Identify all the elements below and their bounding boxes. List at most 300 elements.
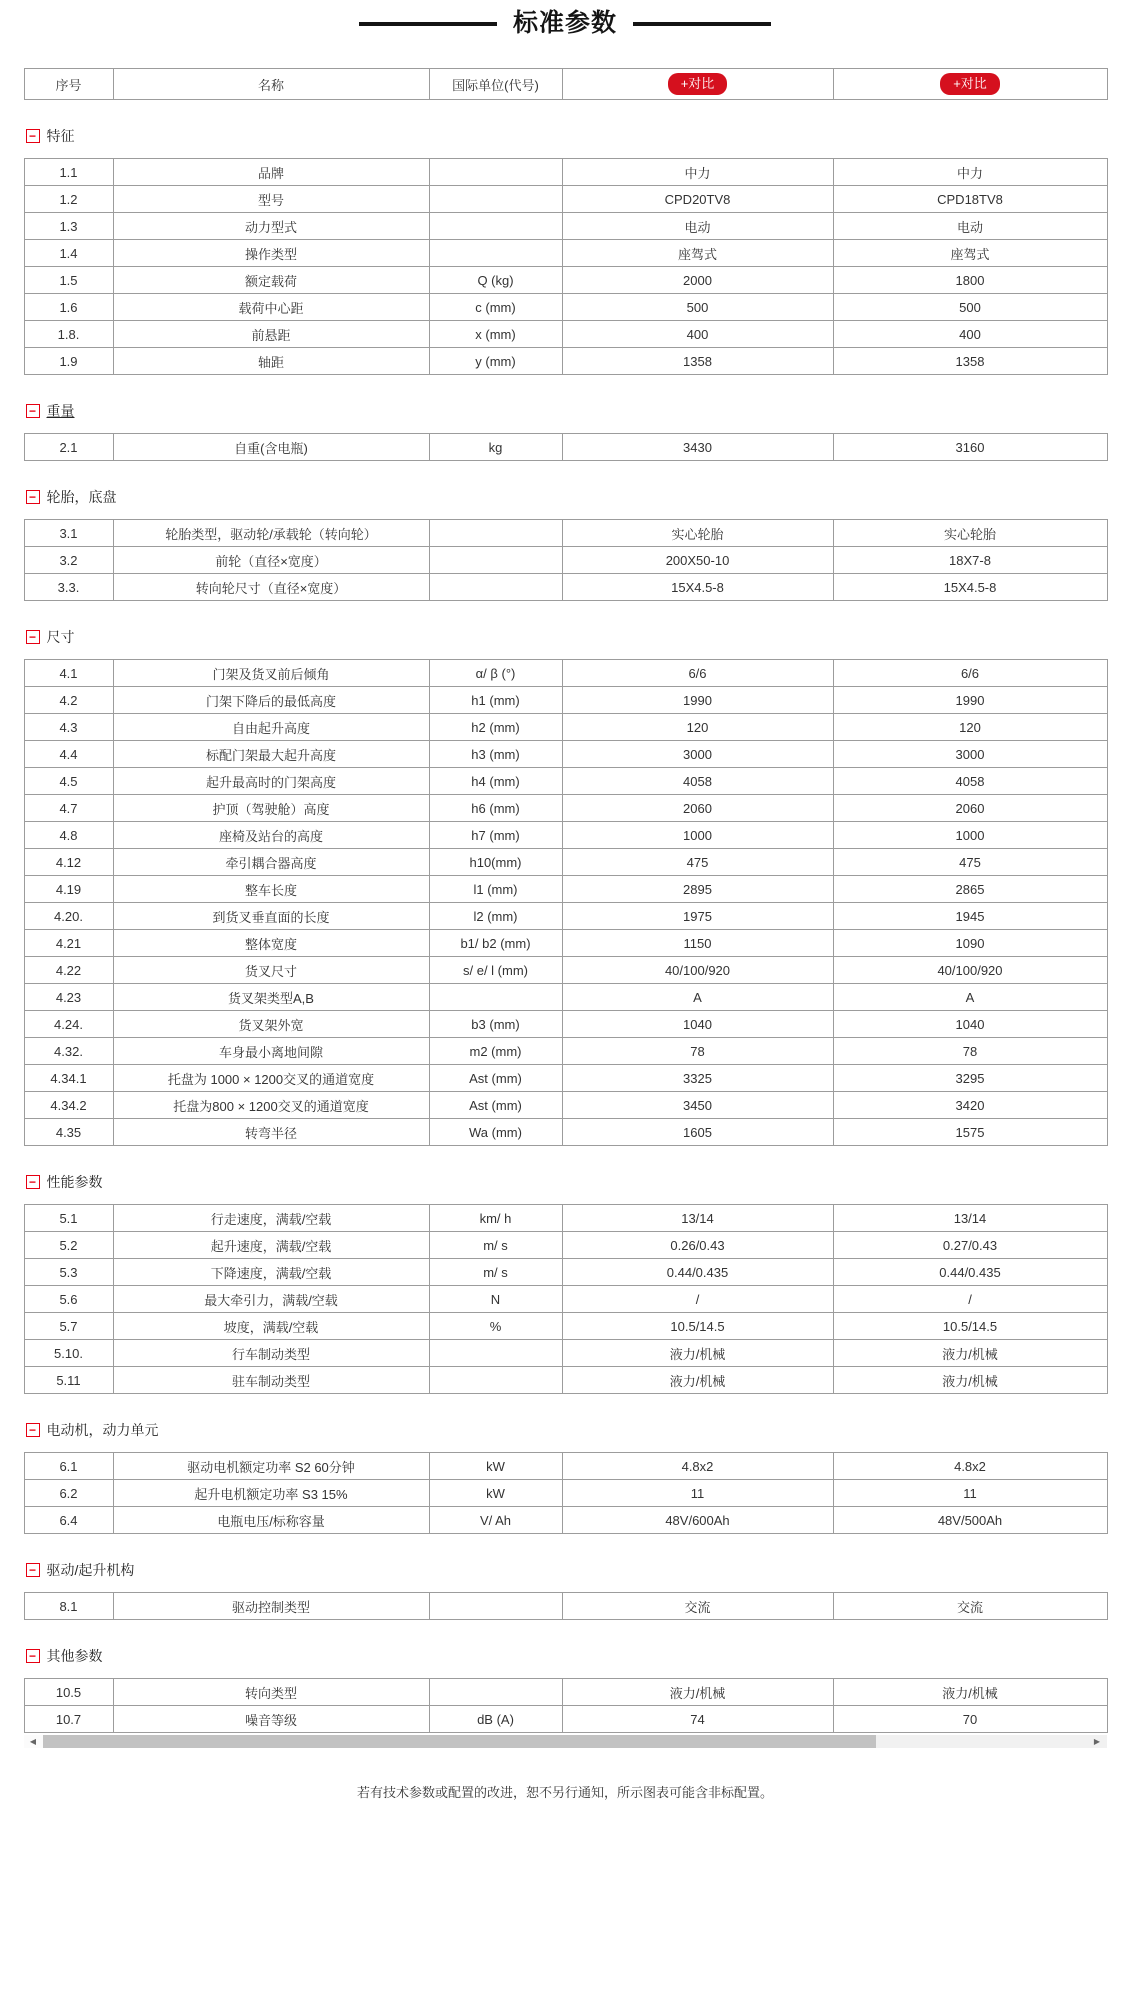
cell-name: 驱动控制类型 <box>113 1593 429 1620</box>
cell-name: 额定载荷 <box>113 267 429 294</box>
cell-value-2: 4058 <box>833 768 1107 795</box>
cell-name: 门架下降后的最低高度 <box>113 687 429 714</box>
cell-name: 标配门架最大起升高度 <box>113 741 429 768</box>
cell-name: 起升速度，满载/空载 <box>113 1232 429 1259</box>
cell-name: 车身最小离地间隙 <box>113 1038 429 1065</box>
cell-serial: 4.1 <box>24 660 113 687</box>
section-table <box>24 1592 1108 1620</box>
cell-serial: 4.34.2 <box>24 1092 113 1119</box>
table-row <box>24 1507 1107 1534</box>
table-row <box>24 822 1107 849</box>
cell-serial: 4.12 <box>24 849 113 876</box>
cell-value-2: 3420 <box>833 1092 1107 1119</box>
cell-value-1: 3000 <box>562 741 833 768</box>
section-title[interactable]: 驱动/起升机构 <box>46 1562 135 1578</box>
cell-name: 动力型式 <box>113 213 429 240</box>
cell-value-1: 10.5/14.5 <box>562 1313 833 1340</box>
cell-name: 转向类型 <box>113 1679 429 1706</box>
cell-name: 起升最高时的门架高度 <box>113 768 429 795</box>
cell-name: 操作类型 <box>113 240 429 267</box>
cell-unit <box>429 574 562 601</box>
section-title[interactable]: 特征 <box>46 128 75 144</box>
cell-serial: 6.1 <box>24 1453 113 1480</box>
cell-name: 护顶（驾驶舱）高度 <box>113 795 429 822</box>
cell-unit: % <box>429 1313 562 1340</box>
cell-serial: 6.2 <box>24 1480 113 1507</box>
cell-unit: s/ e/ l (mm) <box>429 957 562 984</box>
compare-button-1[interactable]: +对比 <box>668 73 728 95</box>
cell-name: 起升电机额定功率 S3 15% <box>113 1480 429 1507</box>
cell-unit: h7 (mm) <box>429 822 562 849</box>
cell-value-1: 13/14 <box>562 1205 833 1232</box>
cell-name: 前轮（直径×宽度） <box>113 547 429 574</box>
cell-value-1: 1605 <box>562 1119 833 1146</box>
table-row <box>24 520 1107 547</box>
cell-value-2: 液力/机械 <box>833 1367 1107 1394</box>
cell-unit <box>429 1340 562 1367</box>
cell-name: 货叉架外宽 <box>113 1011 429 1038</box>
cell-unit: h6 (mm) <box>429 795 562 822</box>
cell-name: 牵引耦合器高度 <box>113 849 429 876</box>
table-row <box>24 1065 1107 1092</box>
cell-unit: y (mm) <box>429 348 562 375</box>
cell-name: 驻车制动类型 <box>113 1367 429 1394</box>
table-row <box>24 1011 1107 1038</box>
cell-unit <box>429 213 562 240</box>
table-row <box>24 1205 1107 1232</box>
cell-serial: 5.1 <box>24 1205 113 1232</box>
cell-serial: 5.2 <box>24 1232 113 1259</box>
cell-name: 转向轮尺寸（直径×宽度） <box>113 574 429 601</box>
cell-value-1: 实心轮胎 <box>562 520 833 547</box>
cell-serial: 2.1 <box>24 434 113 461</box>
cell-value-1: 座驾式 <box>562 240 833 267</box>
cell-value-1: 0.26/0.43 <box>562 1232 833 1259</box>
cell-serial: 4.20. <box>24 903 113 930</box>
section-title[interactable]: 电动机，动力单元 <box>46 1422 159 1438</box>
cell-name: 货叉架类型A,B <box>113 984 429 1011</box>
title-left-line <box>359 22 497 26</box>
cell-serial: 4.35 <box>24 1119 113 1146</box>
cell-value-1: 3450 <box>562 1092 833 1119</box>
scroll-left-arrow-icon[interactable]: ◀ <box>24 1735 43 1748</box>
cell-value-1: 0.44/0.435 <box>562 1259 833 1286</box>
cell-unit: x (mm) <box>429 321 562 348</box>
cell-name: 座椅及站台的高度 <box>113 822 429 849</box>
cell-serial: 4.8 <box>24 822 113 849</box>
section-header <box>26 1420 1107 1440</box>
cell-value-1: 1150 <box>562 930 833 957</box>
cell-serial: 8.1 <box>24 1593 113 1620</box>
cell-unit: l2 (mm) <box>429 903 562 930</box>
cell-value-2: 液力/机械 <box>833 1679 1107 1706</box>
cell-value-1: 4.8x2 <box>562 1453 833 1480</box>
table-row <box>24 1313 1107 1340</box>
cell-serial: 1.3 <box>24 213 113 240</box>
cell-value-1: 500 <box>562 294 833 321</box>
cell-value-1: 3430 <box>562 434 833 461</box>
cell-name: 轮胎类型，驱动轮/承载轮（转向轮） <box>113 520 429 547</box>
cell-serial: 4.3 <box>24 714 113 741</box>
cell-unit: α/ β (°) <box>429 660 562 687</box>
cell-value-1: 液力/机械 <box>562 1340 833 1367</box>
cell-value-1: 1975 <box>562 903 833 930</box>
header-col-name: 名称 <box>113 69 429 100</box>
cell-name: 行车制动类型 <box>113 1340 429 1367</box>
section-title[interactable]: 尺寸 <box>46 629 75 645</box>
cell-value-2: 液力/机械 <box>833 1340 1107 1367</box>
cell-name: 货叉尺寸 <box>113 957 429 984</box>
cell-name: 前悬距 <box>113 321 429 348</box>
cell-serial: 10.5 <box>24 1679 113 1706</box>
cell-name: 电瓶电压/标称容量 <box>113 1507 429 1534</box>
cell-serial: 3.1 <box>24 520 113 547</box>
cell-value-2: 0.27/0.43 <box>833 1232 1107 1259</box>
cell-name: 托盘为800 × 1200交叉的通道宽度 <box>113 1092 429 1119</box>
cell-serial: 3.2 <box>24 547 113 574</box>
cell-serial: 5.3 <box>24 1259 113 1286</box>
cell-unit: l1 (mm) <box>429 876 562 903</box>
section-header <box>26 1646 1107 1666</box>
table-row <box>24 741 1107 768</box>
cell-value-2: 4.8x2 <box>833 1453 1107 1480</box>
cell-value-2: 475 <box>833 849 1107 876</box>
table-row <box>24 434 1107 461</box>
cell-value-1: 2000 <box>562 267 833 294</box>
table-row <box>24 1259 1107 1286</box>
cell-serial: 1.4 <box>24 240 113 267</box>
page <box>24 0 1107 1801</box>
cell-value-2: 15X4.5-8 <box>833 574 1107 601</box>
cell-value-2: 48V/500Ah <box>833 1507 1107 1534</box>
cell-serial: 6.4 <box>24 1507 113 1534</box>
cell-value-2: 中力 <box>833 159 1107 186</box>
page-title-block <box>24 8 1107 40</box>
cell-unit: m2 (mm) <box>429 1038 562 1065</box>
cell-unit: N <box>429 1286 562 1313</box>
cell-unit <box>429 1593 562 1620</box>
cell-value-1: 液力/机械 <box>562 1679 833 1706</box>
section-table <box>24 433 1108 461</box>
cell-name: 整体宽度 <box>113 930 429 957</box>
cell-value-2: 6/6 <box>833 660 1107 687</box>
cell-value-1: 交流 <box>562 1593 833 1620</box>
cell-unit: dB (A) <box>429 1706 562 1733</box>
cell-value-2: 70 <box>833 1706 1107 1733</box>
cell-unit: h4 (mm) <box>429 768 562 795</box>
cell-serial: 4.34.1 <box>24 1065 113 1092</box>
table-row <box>24 984 1107 1011</box>
cell-value-1: 1358 <box>562 348 833 375</box>
table-row <box>24 1092 1107 1119</box>
cell-value-2: 10.5/14.5 <box>833 1313 1107 1340</box>
cell-unit: c (mm) <box>429 294 562 321</box>
collapse-icon[interactable]: − <box>26 1563 40 1577</box>
cell-unit: m/ s <box>429 1259 562 1286</box>
cell-name: 门架及货叉前后倾角 <box>113 660 429 687</box>
cell-value-2: 1800 <box>833 267 1107 294</box>
cell-value-1: 40/100/920 <box>562 957 833 984</box>
cell-value-1: 电动 <box>562 213 833 240</box>
cell-unit: Ast (mm) <box>429 1065 562 1092</box>
cell-value-2: 1358 <box>833 348 1107 375</box>
cell-value-2: 1575 <box>833 1119 1107 1146</box>
table-row <box>24 660 1107 687</box>
cell-value-2: 1000 <box>833 822 1107 849</box>
cell-value-1: 400 <box>562 321 833 348</box>
cell-value-2: 120 <box>833 714 1107 741</box>
cell-unit: kW <box>429 1480 562 1507</box>
table-row <box>24 1119 1107 1146</box>
cell-serial: 1.2 <box>24 186 113 213</box>
section-title[interactable]: 重量 <box>46 403 75 419</box>
cell-value-1: 120 <box>562 714 833 741</box>
cell-value-2: 1990 <box>833 687 1107 714</box>
cell-unit <box>429 186 562 213</box>
cell-serial: 5.7 <box>24 1313 113 1340</box>
header-col-unit: 国际单位(代号) <box>429 69 562 100</box>
cell-serial: 4.7 <box>24 795 113 822</box>
cell-name: 轴距 <box>113 348 429 375</box>
cell-value-2: 1945 <box>833 903 1107 930</box>
cell-value-2: 11 <box>833 1480 1107 1507</box>
table-row <box>24 186 1107 213</box>
table-row <box>24 267 1107 294</box>
cell-value-2: 电动 <box>833 213 1107 240</box>
section-header <box>26 487 1107 507</box>
cell-value-2: 交流 <box>833 1593 1107 1620</box>
cell-name: 托盘为 1000 × 1200交叉的通道宽度 <box>113 1065 429 1092</box>
cell-name: 下降速度，满载/空载 <box>113 1259 429 1286</box>
header-col-model2 <box>833 69 1107 100</box>
cell-unit: h10(mm) <box>429 849 562 876</box>
table-row <box>24 1679 1107 1706</box>
cell-value-1: 中力 <box>562 159 833 186</box>
cell-unit: h2 (mm) <box>429 714 562 741</box>
cell-value-2: / <box>833 1286 1107 1313</box>
scroll-right-arrow-icon[interactable]: ▶ <box>1088 1735 1107 1748</box>
cell-value-1: 48V/600Ah <box>562 1507 833 1534</box>
header-col-serial: 序号 <box>24 69 113 100</box>
section-title[interactable]: 性能参数 <box>46 1174 103 1190</box>
table-row <box>24 294 1107 321</box>
cell-serial: 4.5 <box>24 768 113 795</box>
cell-unit: Ast (mm) <box>429 1092 562 1119</box>
cell-unit: Q (kg) <box>429 267 562 294</box>
table-row <box>24 1593 1107 1620</box>
table-row <box>24 348 1107 375</box>
cell-value-1: 液力/机械 <box>562 1367 833 1394</box>
cell-value-2: 78 <box>833 1038 1107 1065</box>
cell-value-1: 2060 <box>562 795 833 822</box>
cell-value-2: 实心轮胎 <box>833 520 1107 547</box>
cell-value-2: 座驾式 <box>833 240 1107 267</box>
cell-value-1: 15X4.5-8 <box>562 574 833 601</box>
cell-name: 坡度，满载/空载 <box>113 1313 429 1340</box>
table-row <box>24 1232 1107 1259</box>
header-row <box>24 69 1107 100</box>
cell-unit: h3 (mm) <box>429 741 562 768</box>
collapse-icon[interactable]: − <box>26 630 40 644</box>
cell-value-1: / <box>562 1286 833 1313</box>
cell-name: 噪音等级 <box>113 1706 429 1733</box>
cell-value-1: 3325 <box>562 1065 833 1092</box>
cell-value-2: 3160 <box>833 434 1107 461</box>
cell-unit <box>429 547 562 574</box>
cell-unit: m/ s <box>429 1232 562 1259</box>
cell-unit <box>429 1679 562 1706</box>
cell-serial: 10.7 <box>24 1706 113 1733</box>
collapse-icon[interactable]: − <box>26 1175 40 1189</box>
cell-unit <box>429 1367 562 1394</box>
table-row <box>24 1367 1107 1394</box>
cell-value-1: A <box>562 984 833 1011</box>
cell-unit <box>429 159 562 186</box>
cell-value-2: CPD18TV8 <box>833 186 1107 213</box>
cell-unit <box>429 240 562 267</box>
cell-unit: b3 (mm) <box>429 1011 562 1038</box>
cell-name: 最大牵引力，满载/空载 <box>113 1286 429 1313</box>
cell-unit: h1 (mm) <box>429 687 562 714</box>
collapse-icon[interactable]: − <box>26 490 40 504</box>
collapse-icon[interactable]: − <box>26 1649 40 1663</box>
table-row <box>24 1340 1107 1367</box>
sections <box>24 126 1107 1733</box>
section-title[interactable]: 其他参数 <box>46 1648 103 1664</box>
cell-name: 驱动电机额定功率 S2 60分钟 <box>113 1453 429 1480</box>
scrollbar-thumb[interactable] <box>43 1735 877 1748</box>
table-row <box>24 1453 1107 1480</box>
cell-serial: 4.32. <box>24 1038 113 1065</box>
cell-unit <box>429 984 562 1011</box>
cell-serial: 3.3. <box>24 574 113 601</box>
cell-value-2: 500 <box>833 294 1107 321</box>
cell-unit: kg <box>429 434 562 461</box>
cell-unit: b1/ b2 (mm) <box>429 930 562 957</box>
section-table <box>24 659 1108 1146</box>
cell-serial: 4.19 <box>24 876 113 903</box>
page-title: 标准参数 <box>512 9 617 38</box>
cell-serial: 4.24. <box>24 1011 113 1038</box>
cell-name: 到货叉垂直面的长度 <box>113 903 429 930</box>
table-row <box>24 768 1107 795</box>
compare-button-2[interactable]: +对比 <box>940 73 1000 95</box>
cell-serial: 1.9 <box>24 348 113 375</box>
table-row <box>24 213 1107 240</box>
cell-value-1: 11 <box>562 1480 833 1507</box>
cell-serial: 1.1 <box>24 159 113 186</box>
section-table <box>24 519 1108 601</box>
cell-value-1: 4058 <box>562 768 833 795</box>
section-table <box>24 1452 1108 1534</box>
section-table <box>24 158 1108 375</box>
cell-value-1: CPD20TV8 <box>562 186 833 213</box>
table-row <box>24 547 1107 574</box>
cell-serial: 5.10. <box>24 1340 113 1367</box>
table-row <box>24 957 1107 984</box>
cell-value-2: 2865 <box>833 876 1107 903</box>
header-table <box>24 68 1108 100</box>
cell-name: 行走速度，满载/空载 <box>113 1205 429 1232</box>
table-row <box>24 159 1107 186</box>
cell-serial: 1.8. <box>24 321 113 348</box>
horizontal-scrollbar[interactable] <box>24 1735 1107 1748</box>
cell-unit: km/ h <box>429 1205 562 1232</box>
cell-serial: 4.22 <box>24 957 113 984</box>
section-header <box>26 627 1107 647</box>
cell-value-1: 1990 <box>562 687 833 714</box>
cell-serial: 1.6 <box>24 294 113 321</box>
table-row <box>24 1706 1107 1733</box>
cell-value-2: 0.44/0.435 <box>833 1259 1107 1286</box>
header-col-model1 <box>562 69 833 100</box>
table-row <box>24 240 1107 267</box>
section-header <box>26 1172 1107 1192</box>
table-row <box>24 574 1107 601</box>
cell-value-1: 74 <box>562 1706 833 1733</box>
table-row <box>24 1286 1107 1313</box>
cell-name: 型号 <box>113 186 429 213</box>
section-table <box>24 1678 1108 1733</box>
cell-value-2: 1090 <box>833 930 1107 957</box>
table-row <box>24 687 1107 714</box>
cell-serial: 4.23 <box>24 984 113 1011</box>
cell-value-1: 475 <box>562 849 833 876</box>
cell-value-2: 1040 <box>833 1011 1107 1038</box>
cell-serial: 1.5 <box>24 267 113 294</box>
cell-serial: 5.11 <box>24 1367 113 1394</box>
cell-value-2: 3000 <box>833 741 1107 768</box>
footer-note: 若有技术参数或配置的改进，恕不另行通知，所示图表可能含非标配置。 <box>356 1785 773 1800</box>
cell-name: 自重(含电瓶) <box>113 434 429 461</box>
section-header <box>26 401 1107 421</box>
cell-value-1: 78 <box>562 1038 833 1065</box>
table-row <box>24 876 1107 903</box>
cell-unit: V/ Ah <box>429 1507 562 1534</box>
cell-name: 载荷中心距 <box>113 294 429 321</box>
cell-value-2: A <box>833 984 1107 1011</box>
collapse-icon[interactable]: − <box>26 129 40 143</box>
cell-name: 整车长度 <box>113 876 429 903</box>
table-row <box>24 321 1107 348</box>
table-row <box>24 795 1107 822</box>
table-row <box>24 903 1107 930</box>
cell-serial: 4.2 <box>24 687 113 714</box>
cell-serial: 4.4 <box>24 741 113 768</box>
section-header <box>26 126 1107 146</box>
cell-name: 转弯半径 <box>113 1119 429 1146</box>
section-header <box>26 1560 1107 1580</box>
cell-serial: 4.21 <box>24 930 113 957</box>
cell-name: 品牌 <box>113 159 429 186</box>
table-row <box>24 714 1107 741</box>
cell-value-2: 40/100/920 <box>833 957 1107 984</box>
collapse-icon[interactable]: − <box>26 1423 40 1437</box>
table-row <box>24 930 1107 957</box>
cell-value-2: 2060 <box>833 795 1107 822</box>
section-title[interactable]: 轮胎，底盘 <box>46 489 117 505</box>
collapse-icon[interactable]: − <box>26 404 40 418</box>
table-row <box>24 1038 1107 1065</box>
cell-unit <box>429 520 562 547</box>
title-right-line <box>633 22 771 26</box>
cell-value-1: 6/6 <box>562 660 833 687</box>
cell-unit: kW <box>429 1453 562 1480</box>
cell-value-2: 3295 <box>833 1065 1107 1092</box>
cell-value-1: 1000 <box>562 822 833 849</box>
table-row <box>24 1480 1107 1507</box>
cell-value-1: 2895 <box>562 876 833 903</box>
